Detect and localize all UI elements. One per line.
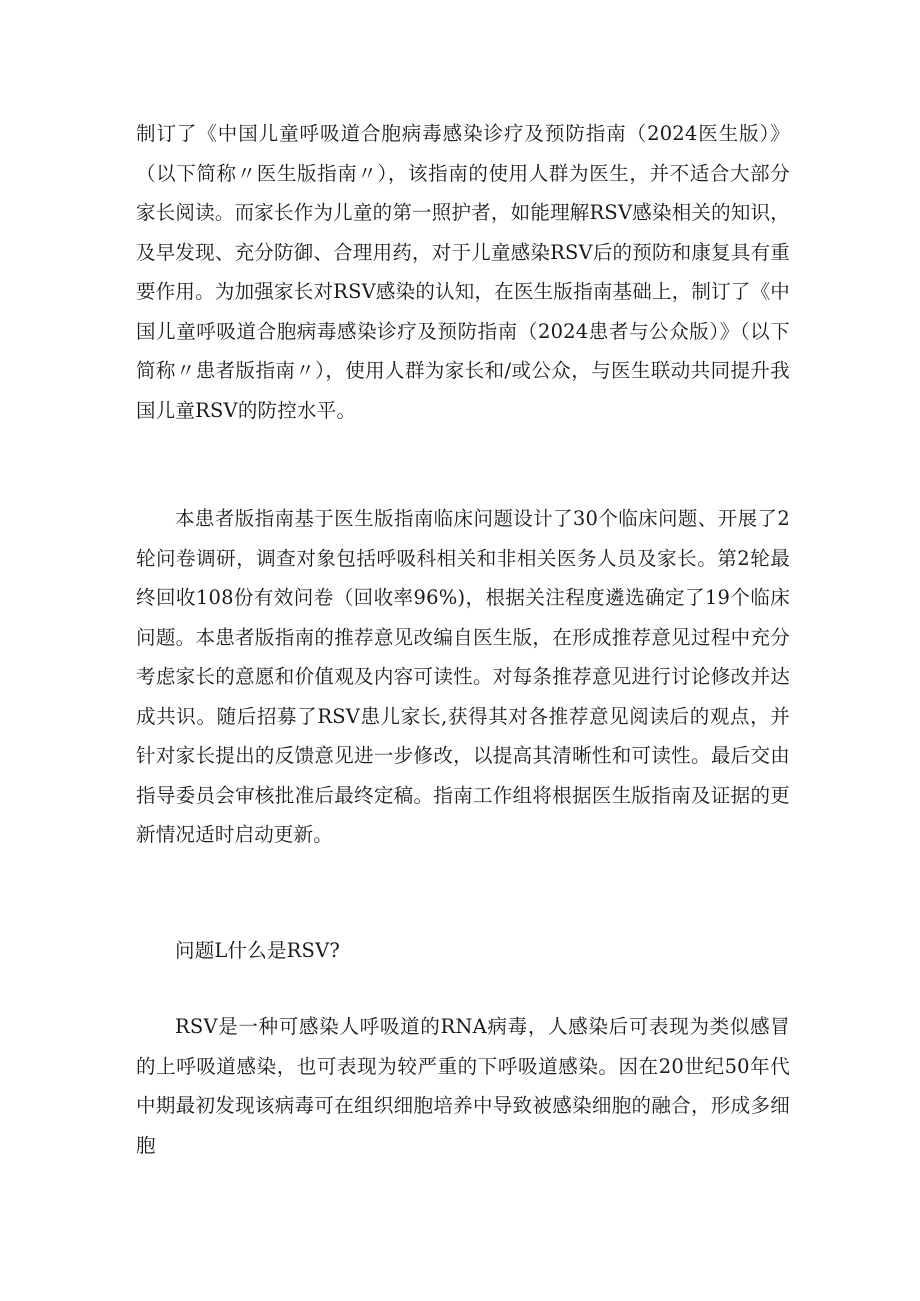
paragraph-guideline-background: 制订了《中国儿童呼吸道合胞病毒感染诊疗及预防指南（2024医生版）》（以下简称〃医生版指南〃），该指南的使用人群为医生，并不适合大部分家长阅读。而家长作为儿童的第一照护者，如能理解RSV感染相关的知识，及早发现、充分防御、合理用药，对于儿童感染RSV后的预防和康复具有重要作用。为加强家长对RSV感染的认知，在医生版指南基础上，制订了《中国儿童呼吸道合胞病毒感染诊疗及预防指南（2024患者与公众版）》（以下简称〃患者版指南〃），使用人群为家长和/或公众，与医生联动共同提升我国儿童RSV的防控水平。 [136,122,790,422]
paragraph-guideline-methods: 本患者版指南基于医生版指南临床问题设计了30个临床问题、开展了2轮问卷调研，调查对象包括呼吸科相关和非相关医务人员及家长。第2轮最终回收108份有效问卷（回收率96%)，根据关注程度遴选确定了19个临床问题。本患者版指南的推荐意见改编自医生版，在形成推荐意见过程中充分考虑家长的意愿和价值观及内容可读性。对每条推荐意见进行讨论修改并达成共识。随后招募了RSV患儿家长,获得其对各推荐意见阅读后的观点，并针对家长提出的反馈意见进一步修改，以提高其清晰性和可读性。最后交由指导委员会审核批准后最终定稿。指南工作组将根据医生版指南及证据的更新情况适时启动更新。 [136,507,790,846]
paragraph-rsv-definition: RSV是一种可感染人呼吸道的RNA病毒，人感染后可表现为类似感冒的上呼吸道感染，也可表现为较严重的下呼吸道感染。因在20世纪50年代中期最初发现该病毒可在组织细胞培养中导致被感染细胞的融合，形成多细胞 [136,1015,790,1157]
question-heading: 问题L什么是RSV? [175,939,341,962]
